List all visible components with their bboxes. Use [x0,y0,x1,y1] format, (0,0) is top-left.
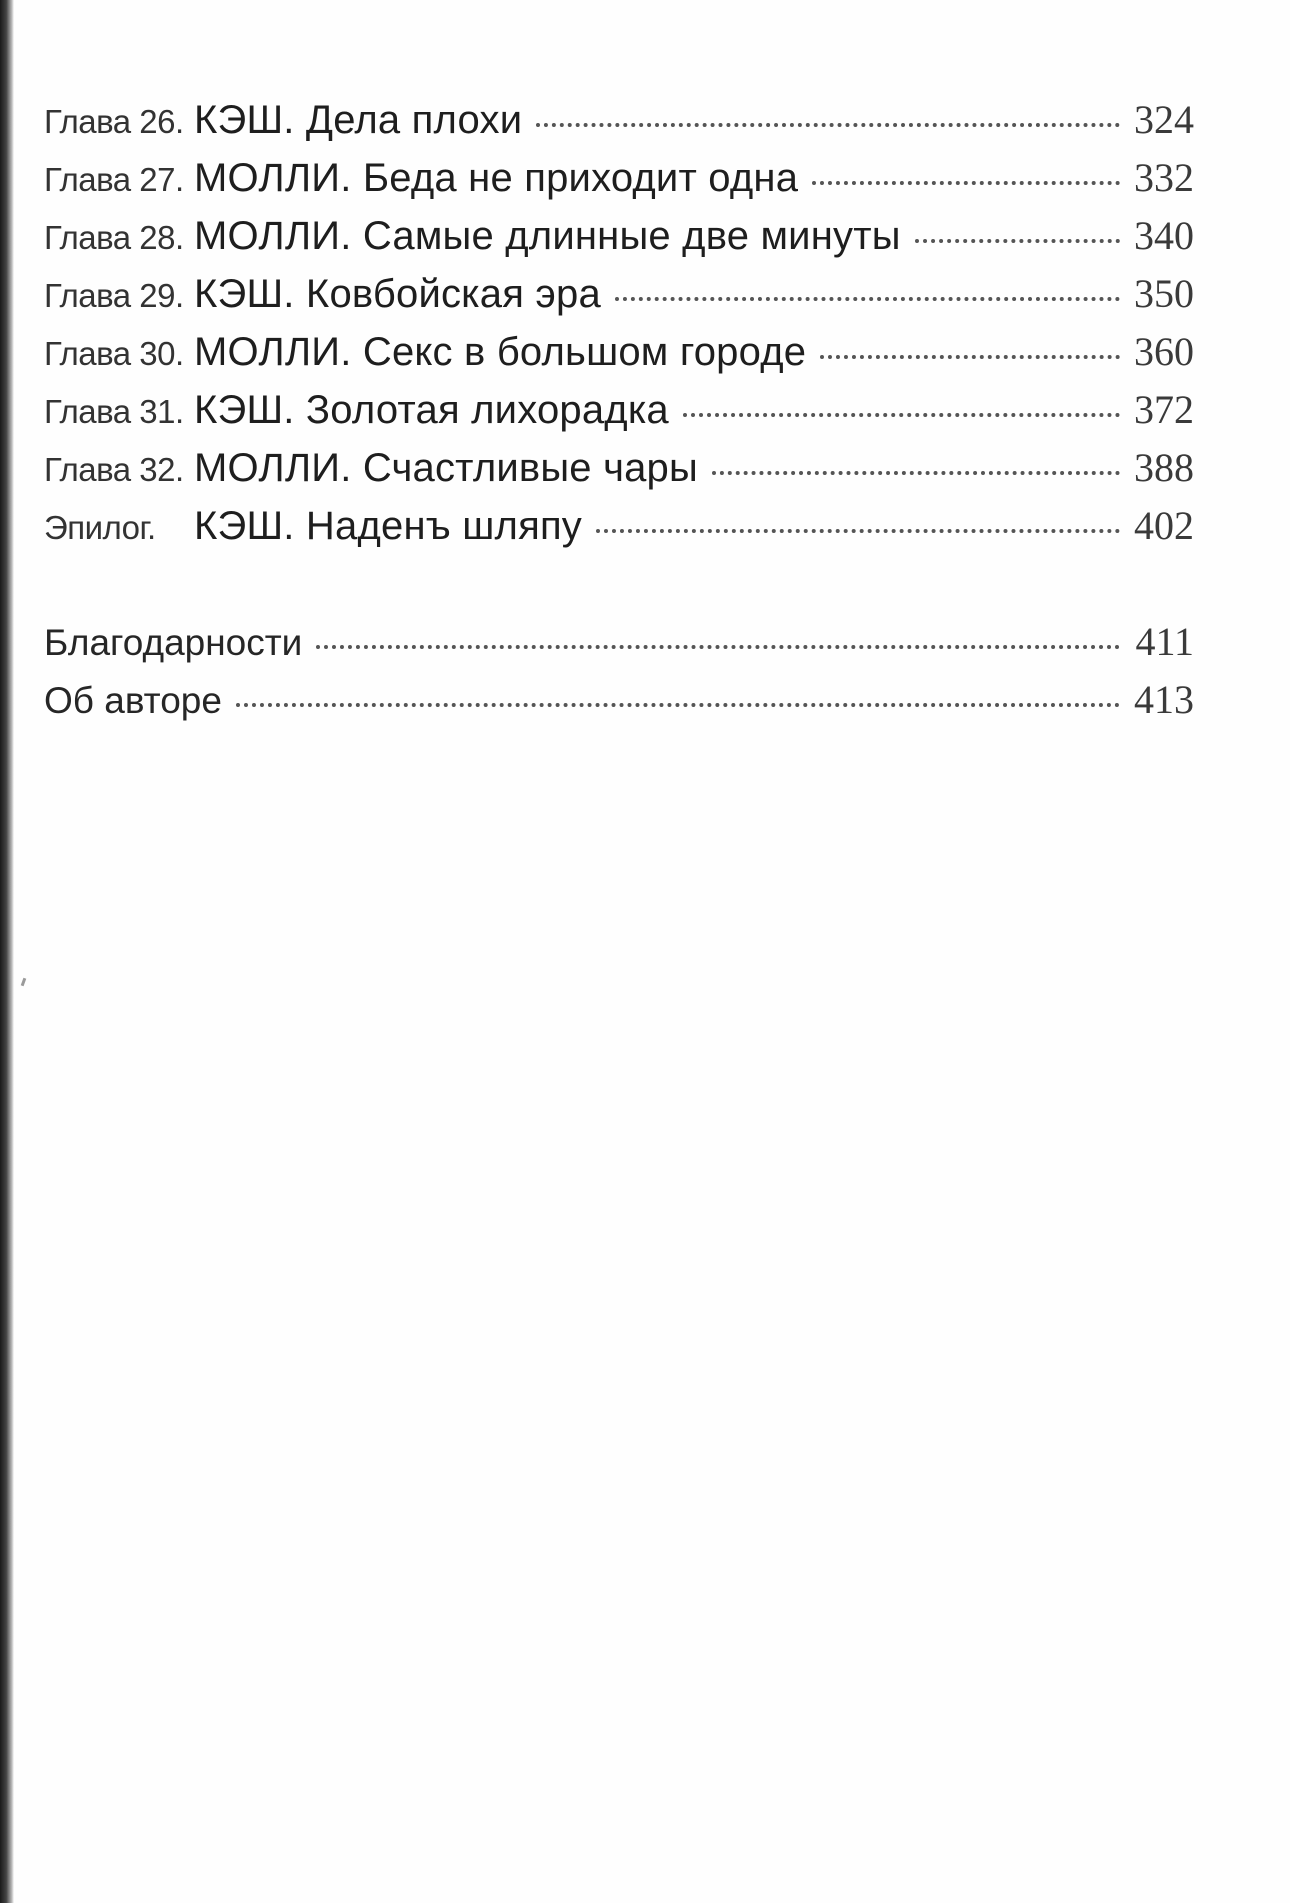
page-number: 340 [1134,213,1194,258]
toc-entry-chapter-27 [44,154,1194,212]
toc-entry-acknowledgements [44,618,1194,676]
chapter-title: КЭШ. Ковбойская эра [194,272,601,316]
chapter-label: Глава 27. [44,161,184,198]
dot-leader [820,355,1120,359]
toc-entry-chapter-26 [44,96,1194,154]
toc-entry-chapter-31 [44,386,1194,444]
page-number: 413 [1134,677,1194,722]
page-number: 332 [1134,155,1194,200]
dot-leader [236,703,1120,707]
toc-entry-about-author [44,676,1194,734]
toc-entry-epilogue [44,502,1194,560]
page-number: 324 [1134,97,1194,142]
toc-entry-chapter-28 [44,212,1194,270]
chapter-title: МОЛЛИ. Счастливые чары [194,446,698,490]
dot-leader [683,413,1120,417]
chapter-label: Глава 29. [44,277,184,314]
back-matter-title: Благодарности [44,622,303,663]
dot-leader [812,181,1120,185]
chapter-label: Глава 30. [44,335,184,372]
chapter-title: КЭШ. Наденъ шляпу [194,504,583,548]
dot-leader [712,471,1120,475]
dot-leader [915,239,1120,243]
toc-entry-chapter-30 [44,328,1194,386]
dot-leader [615,297,1120,301]
chapter-label: Глава 28. [44,219,184,256]
chapter-label: Глава 26. [44,103,184,140]
back-matter-title: Об авторе [44,680,222,721]
chapter-title: КЭШ. Золотая лихорадка [194,388,669,432]
page-number: 388 [1134,445,1194,490]
dot-leader [596,529,1120,533]
page-spine-shadow [0,0,14,1903]
page-number: 360 [1134,329,1194,374]
page-number: 402 [1134,503,1194,548]
toc-entry-chapter-29 [44,270,1194,328]
dot-leader [536,123,1120,127]
table-of-contents [44,96,1194,734]
chapter-title: КЭШ. Дела плохи [194,98,523,142]
toc-entry-chapter-32 [44,444,1194,502]
chapter-label: Эпилог. [44,509,156,546]
chapter-title: МОЛЛИ. Беда не приходит одна [194,156,799,200]
dot-leader [316,645,1120,649]
paper-speck [21,978,27,987]
page-number: 372 [1134,387,1194,432]
page-number: 411 [1135,619,1194,664]
chapter-label: Глава 31. [44,393,184,430]
chapter-title: МОЛЛИ. Самые длинные две минуты [194,214,901,258]
page-number: 350 [1134,271,1194,316]
chapter-title: МОЛЛИ. Секс в большом городе [194,330,807,374]
chapter-label: Глава 32. [44,451,184,488]
